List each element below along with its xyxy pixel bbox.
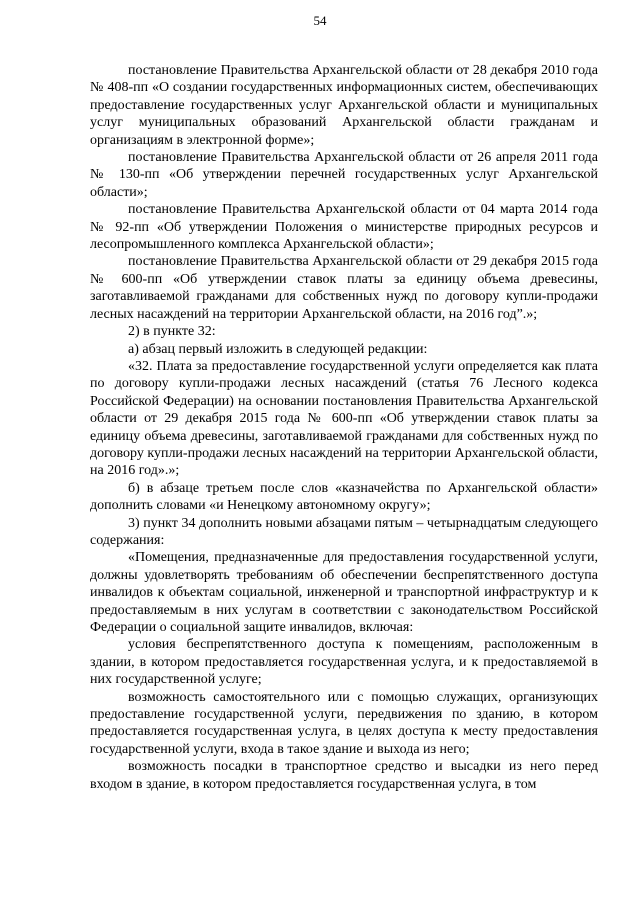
page-number: 54: [313, 13, 327, 28]
paragraph-item-2: 2) в пункте 32:: [128, 324, 216, 340]
paragraph-subitem-b: б) в абзаце третьем после слов «казначейства по Архангельской области» дополнить словами «и Ненецкому автономному округу»;: [90, 480, 598, 514]
paragraph-resolution-600pp: постановление Правительства Архангельской области от 29 декабря 2015 года № 600-пп «Об утверждении ставок платы за единицу объема древесины, заготавливаемой гражданами для собственных нужд по договору купли-продажи лесных насаждений на территории Архангельской области, на 2016 год”.»;: [90, 254, 598, 322]
paragraph-resolution-408pp: постановление Правительства Архангельской области от 28 декабря 2010 года № 408-пп «О создании государственных информационных систем, обеспечивающих предоставление государственных услуг Архангельской области и муниципальных услуг муниципальных образований Архангельской области гражданам и организациям в электронной форме»;: [90, 63, 598, 148]
document-body: [90, 62, 598, 793]
paragraph-transport-boarding: возможность посадки в транспортное средство и высадки из него перед входом в здание, в котором предоставляется государственная услуга, в том: [90, 759, 598, 792]
paragraph-resolution-130pp: постановление Правительства Архангельской области от 26 апреля 2011 года № 130-пп «Об утверждении перечней государственных услуг Архангельской области»;: [90, 150, 598, 200]
paragraph-movement-possibility: возможность самостоятельного или с помощью служащих, организующих предоставление государственной услуги, передвижения по зданию, в котором предоставляется государственная услуга, в целях доступа к месту предоставления государственной услуги, входа в такое здание и выхода из него;: [90, 689, 598, 757]
paragraph-premises-requirements: «Помещения, предназначенные для предоставления государственной услуги, должны удовлетворять требованиям об обеспечении беспрепятственного доступа инвалидов к объектам социальной, инженерной и транспортной инфраструктур и к предоставляемым в них услугам в соответствии с законодательством Российской Федерации о социальной защите инвалидов, включая:: [90, 550, 598, 635]
paragraph-resolution-92pp: постановление Правительства Архангельской области от 04 марта 2014 года № 92-пп «Об утверждении Положения о министерстве природных ресурсов и лесопромышленного комплекса Архангельской области»;: [90, 202, 598, 253]
paragraph-access-conditions: условия беспрепятственного доступа к помещениям, расположенным в здании, в котором предоставляется государственная услуга, и к предоставляемой в них государственной услуге;: [90, 637, 598, 688]
paragraph-clause-32: «32. Плата за предоставление государственной услуги определяется как плата по договору купли-продажи лесных насаждений (статья 76 Лесного кодекса Российской Федерации) на основании постановления Правительства Архангельской области от 29 декабря 2015 года № 600-пп «Об утверждении ставок платы за единицу объема древесины, заготавливаемой гражданами для собственных нужд по договору купли-продажи лесных насаждений на территории Архангельской области, на 2016 год».»;: [90, 358, 598, 479]
paragraph-subitem-a: а) абзац первый изложить в следующей редакции:: [128, 341, 428, 357]
paragraph-item-3: 3) пункт 34 дополнить новыми абзацами пятым – четырнадцатым следующего содержания:: [90, 515, 598, 548]
